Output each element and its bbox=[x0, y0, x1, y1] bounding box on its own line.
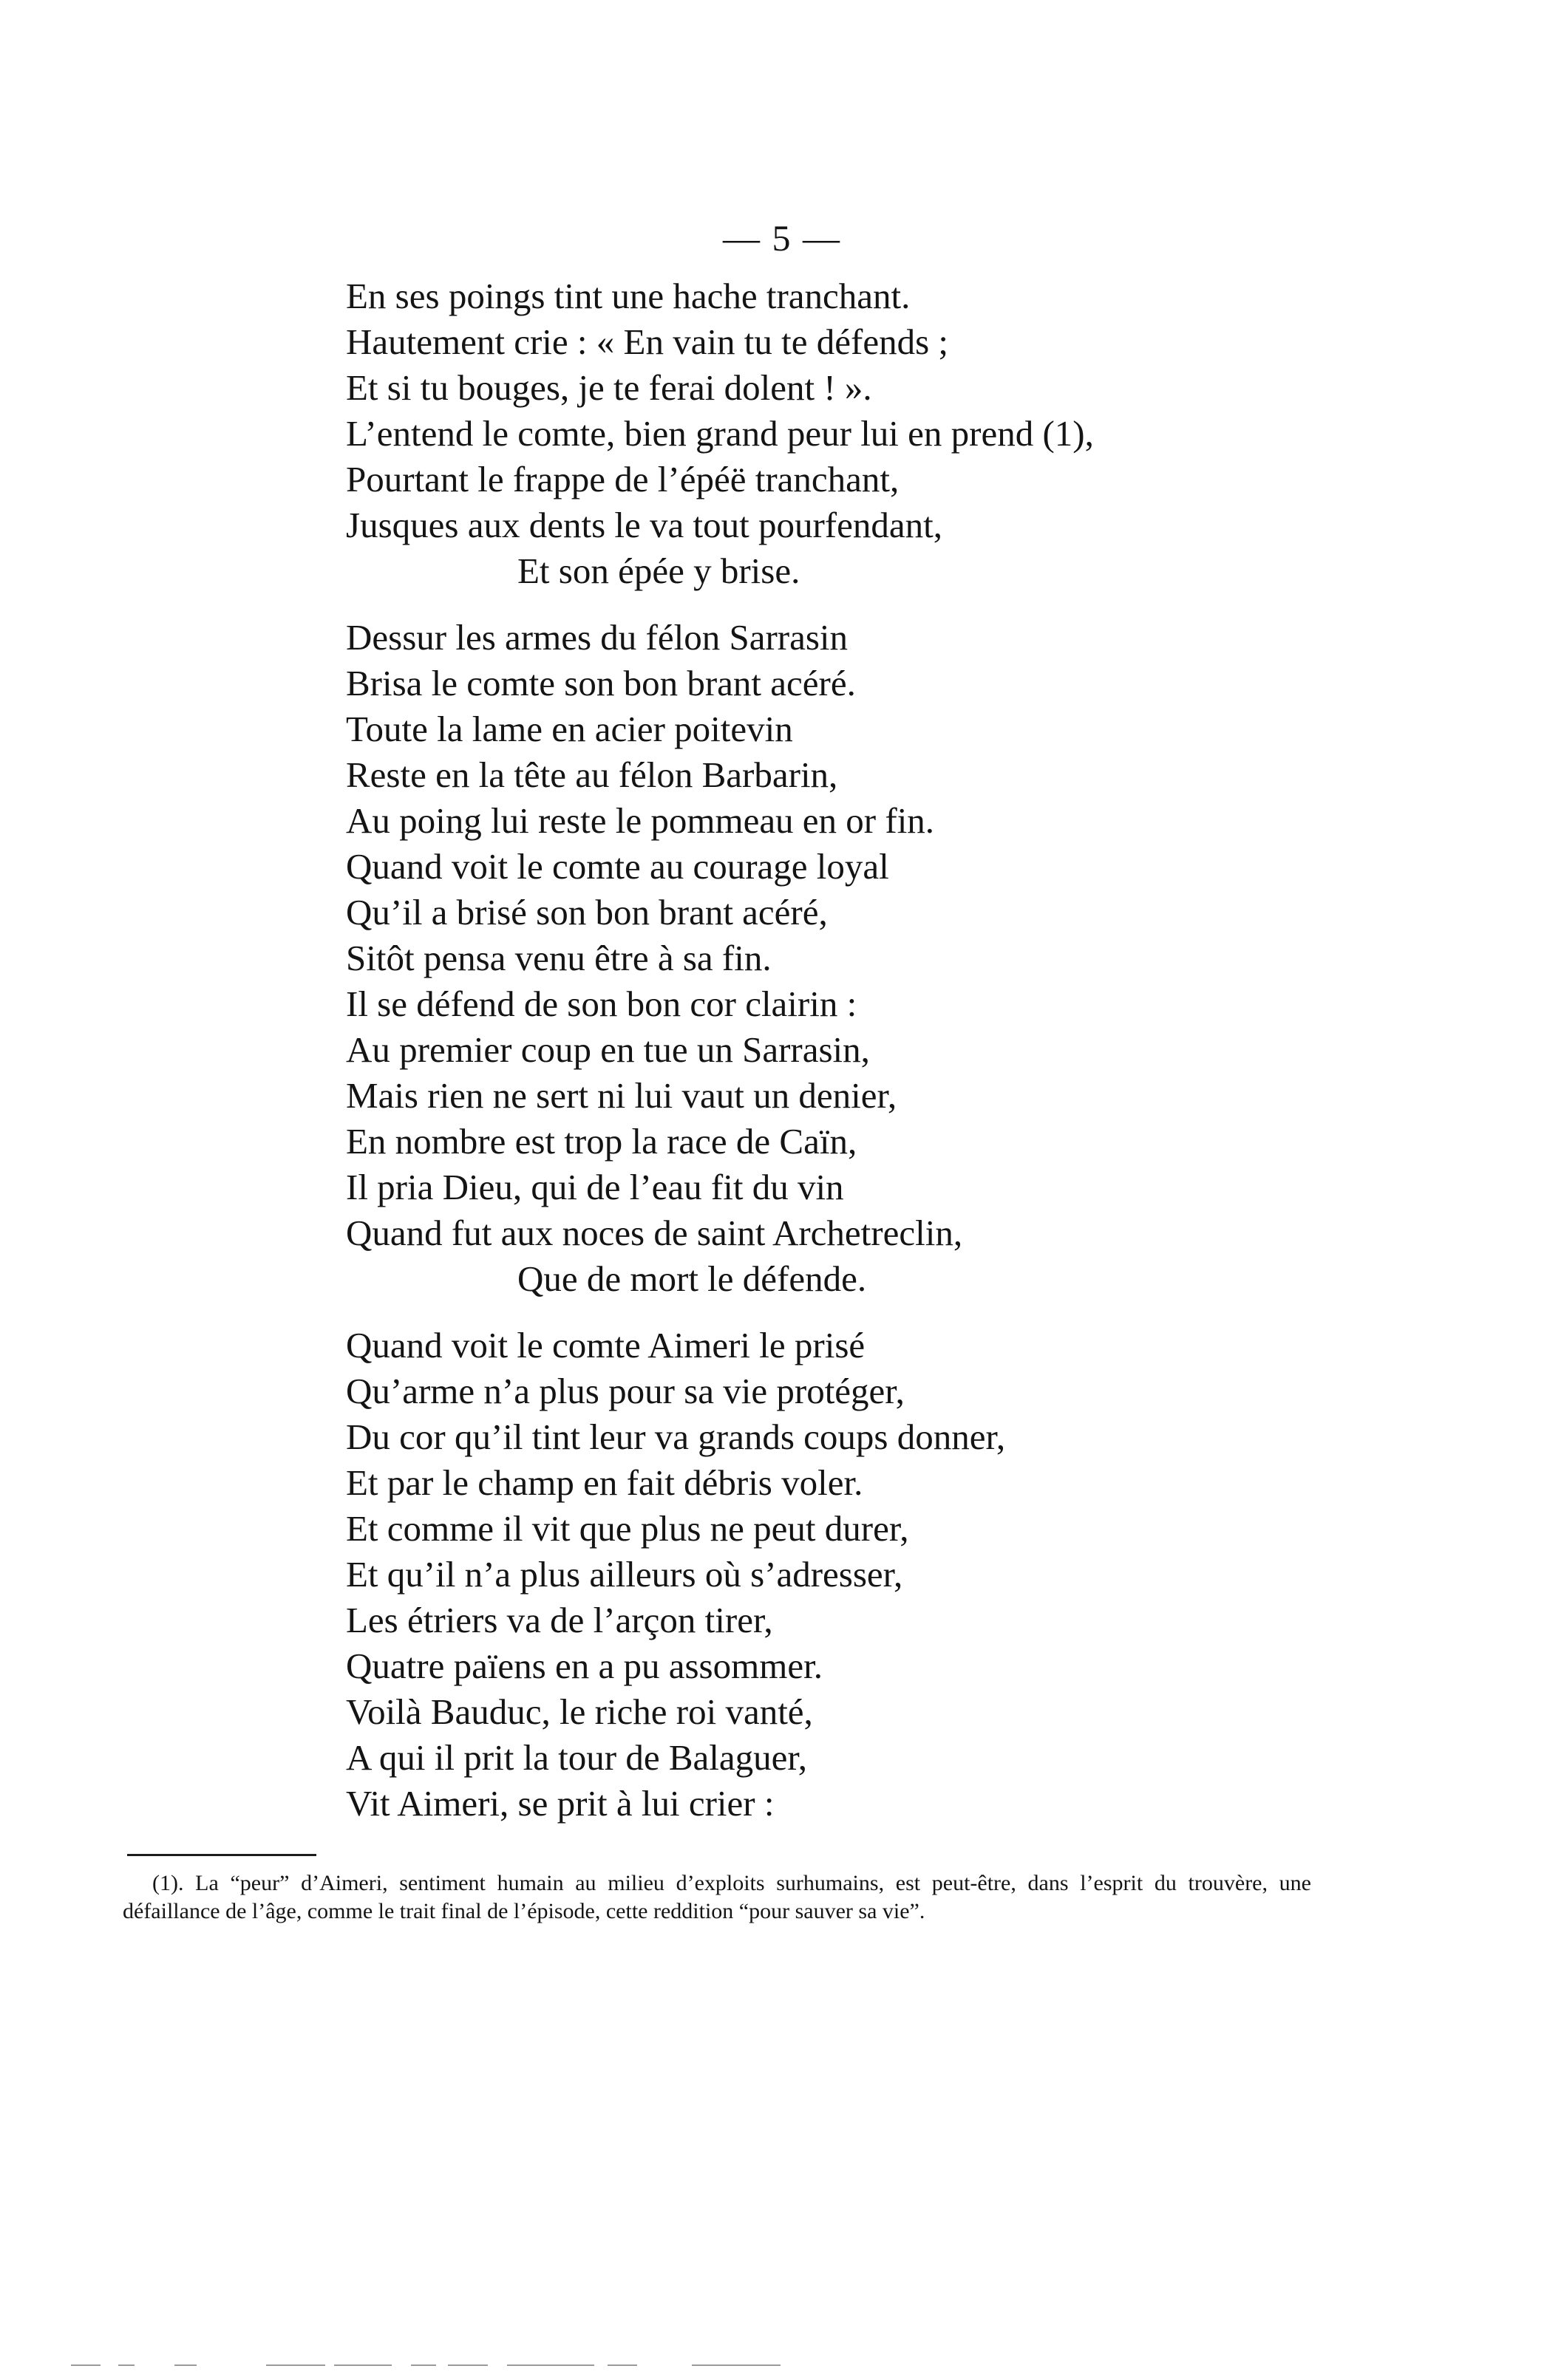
stanza-1 bbox=[346, 273, 1499, 594]
poem-body bbox=[346, 273, 1499, 1847]
verse-line: Qu’il a brisé son bon brant acéré, bbox=[346, 892, 828, 932]
verse-line: Les étriers va de l’arçon tirer, bbox=[346, 1600, 773, 1640]
verse-line: Et par le champ en fait débris voler. bbox=[346, 1462, 863, 1503]
verse-line: Qu’arme n’a plus pour sa vie protéger, bbox=[346, 1371, 905, 1411]
verse-line: Au premier coup en tue un Sarrasin, bbox=[346, 1029, 870, 1070]
verse-line: Hautement crie : « En vain tu te défends ; bbox=[346, 321, 949, 362]
footnote: (1). La “peur” d’Aimeri, sentiment humain au milieu d’exploits surhumains, est peut-être, dans l’esprit du trouvère, une défaillance de l’âge, comme le trait final de l’épisode, cette reddition “pour sauver sa vie”. bbox=[123, 1871, 1311, 1923]
refrain-line: Que de mort le défende. bbox=[517, 1258, 867, 1299]
verse-line: Sitôt pensa venu être à sa fin. bbox=[346, 938, 772, 978]
verse-line: Quand voit le comte Aimeri le prisé bbox=[346, 1325, 866, 1365]
verse-line: Du cor qu’il tint leur va grands coups donner, bbox=[346, 1416, 1006, 1457]
verse-line: Il se défend de son bon cor clairin : bbox=[346, 983, 857, 1024]
scan-artifact-marks bbox=[0, 2364, 1564, 2369]
verse-line: Et si tu bouges, je te ferai dolent ! ». bbox=[346, 367, 872, 408]
verse-line: Mais rien ne sert ni lui vaut un denier, bbox=[346, 1075, 897, 1116]
verse-line: Au poing lui reste le pommeau en or fin. bbox=[346, 800, 935, 841]
verse-line: Et qu’il n’a plus ailleurs où s’adresser, bbox=[346, 1554, 903, 1595]
verse-line: Dessur les armes du félon Sarrasin bbox=[346, 617, 849, 658]
verse-line: Et comme il vit que plus ne peut durer, bbox=[346, 1508, 909, 1549]
verse-line: A qui il prit la tour de Balaguer, bbox=[346, 1737, 808, 1778]
verse-line: Quand voit le comte au courage loyal bbox=[346, 846, 889, 887]
verse-line-with-footnote-ref: L’entend le comte, bien grand peur lui en prend (1), bbox=[346, 413, 1094, 454]
stanza-3 bbox=[346, 1323, 1499, 1827]
verse-line: Voilà Bauduc, le riche roi vanté, bbox=[346, 1691, 813, 1732]
verse-line: Toute la lame en acier poitevin bbox=[346, 709, 793, 749]
verse-line: Il pria Dieu, qui de l’eau fit du vin bbox=[346, 1167, 844, 1207]
verse-line: Pourtant le frappe de l’épéë tranchant, bbox=[346, 459, 900, 499]
verse-line: Quatre païens en a pu assommer. bbox=[346, 1646, 823, 1686]
verse-line: En ses poings tint une hache tranchant. bbox=[346, 276, 911, 316]
verse-line: Vit Aimeri, se prit à lui crier : bbox=[346, 1783, 775, 1824]
verse-line: Brisa le comte son bon brant acéré. bbox=[346, 663, 856, 703]
verse-line: En nombre est trop la race de Caïn, bbox=[346, 1121, 857, 1162]
page-number: — 5 — bbox=[723, 217, 841, 259]
verse-line: Quand fut aux noces de saint Archetreclin, bbox=[346, 1213, 963, 1253]
verse-line: Jusques aux dents le va tout pourfendant, bbox=[346, 505, 942, 545]
footnote-separator bbox=[127, 1854, 316, 1856]
refrain-line: Et son épée y brise. bbox=[517, 550, 800, 591]
verse-line: Reste en la tête au félon Barbarin, bbox=[346, 754, 838, 795]
stanza-2 bbox=[346, 615, 1499, 1302]
